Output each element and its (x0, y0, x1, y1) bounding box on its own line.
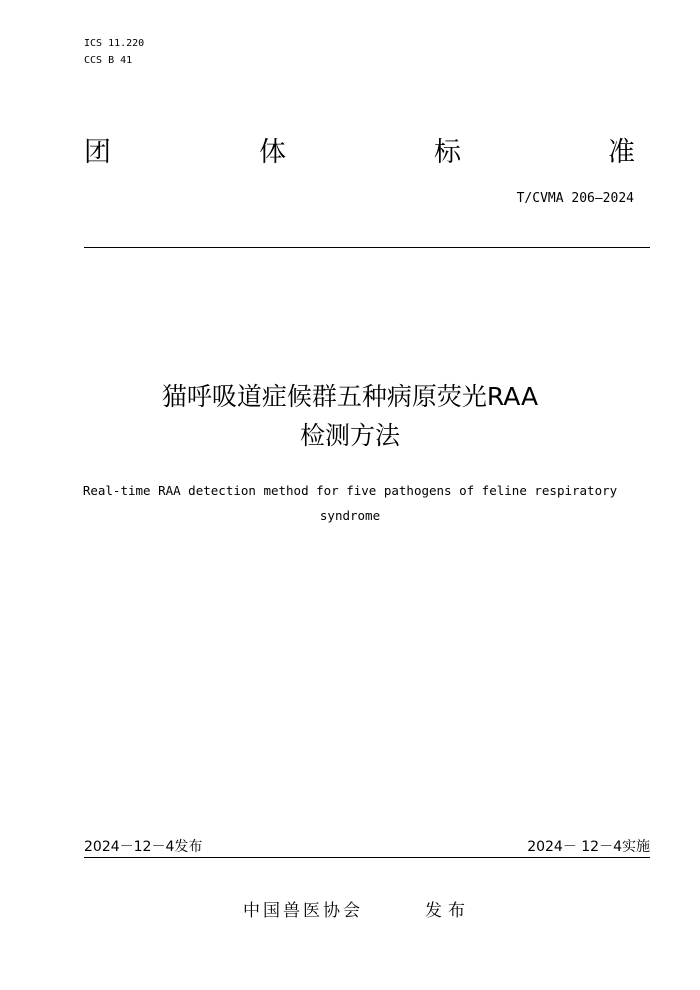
header-divider (84, 247, 650, 248)
standard-type-char-2: 体 (259, 137, 286, 168)
ics-code: ICS 11.220 (84, 38, 145, 49)
standard-number: T/CVMA 206—2024 (516, 191, 634, 206)
footer-divider (84, 857, 650, 858)
issue-date: 2024－12－4发布 (84, 839, 203, 855)
title-english-line-2: syndrome (319, 508, 381, 523)
ccs-code: CCS B 41 (84, 55, 133, 66)
publisher-name: 中国兽医协会 (243, 901, 363, 921)
title-chinese-line-1: 猫呼吸道症候群五种病原荧光RAA (161, 382, 539, 411)
title-english-line-1: Real-time RAA detection method for five pathogens of feline respiratory (82, 483, 618, 498)
standard-type-char-4: 准 (608, 137, 635, 168)
title-chinese-line-2: 检测方法 (299, 421, 400, 450)
implementation-date: 2024－ 12－4实施 (527, 839, 650, 855)
standard-type-char-1: 团 (84, 137, 111, 168)
standard-type-char-3: 标 (434, 137, 461, 168)
publish-label: 发布 (425, 901, 471, 921)
